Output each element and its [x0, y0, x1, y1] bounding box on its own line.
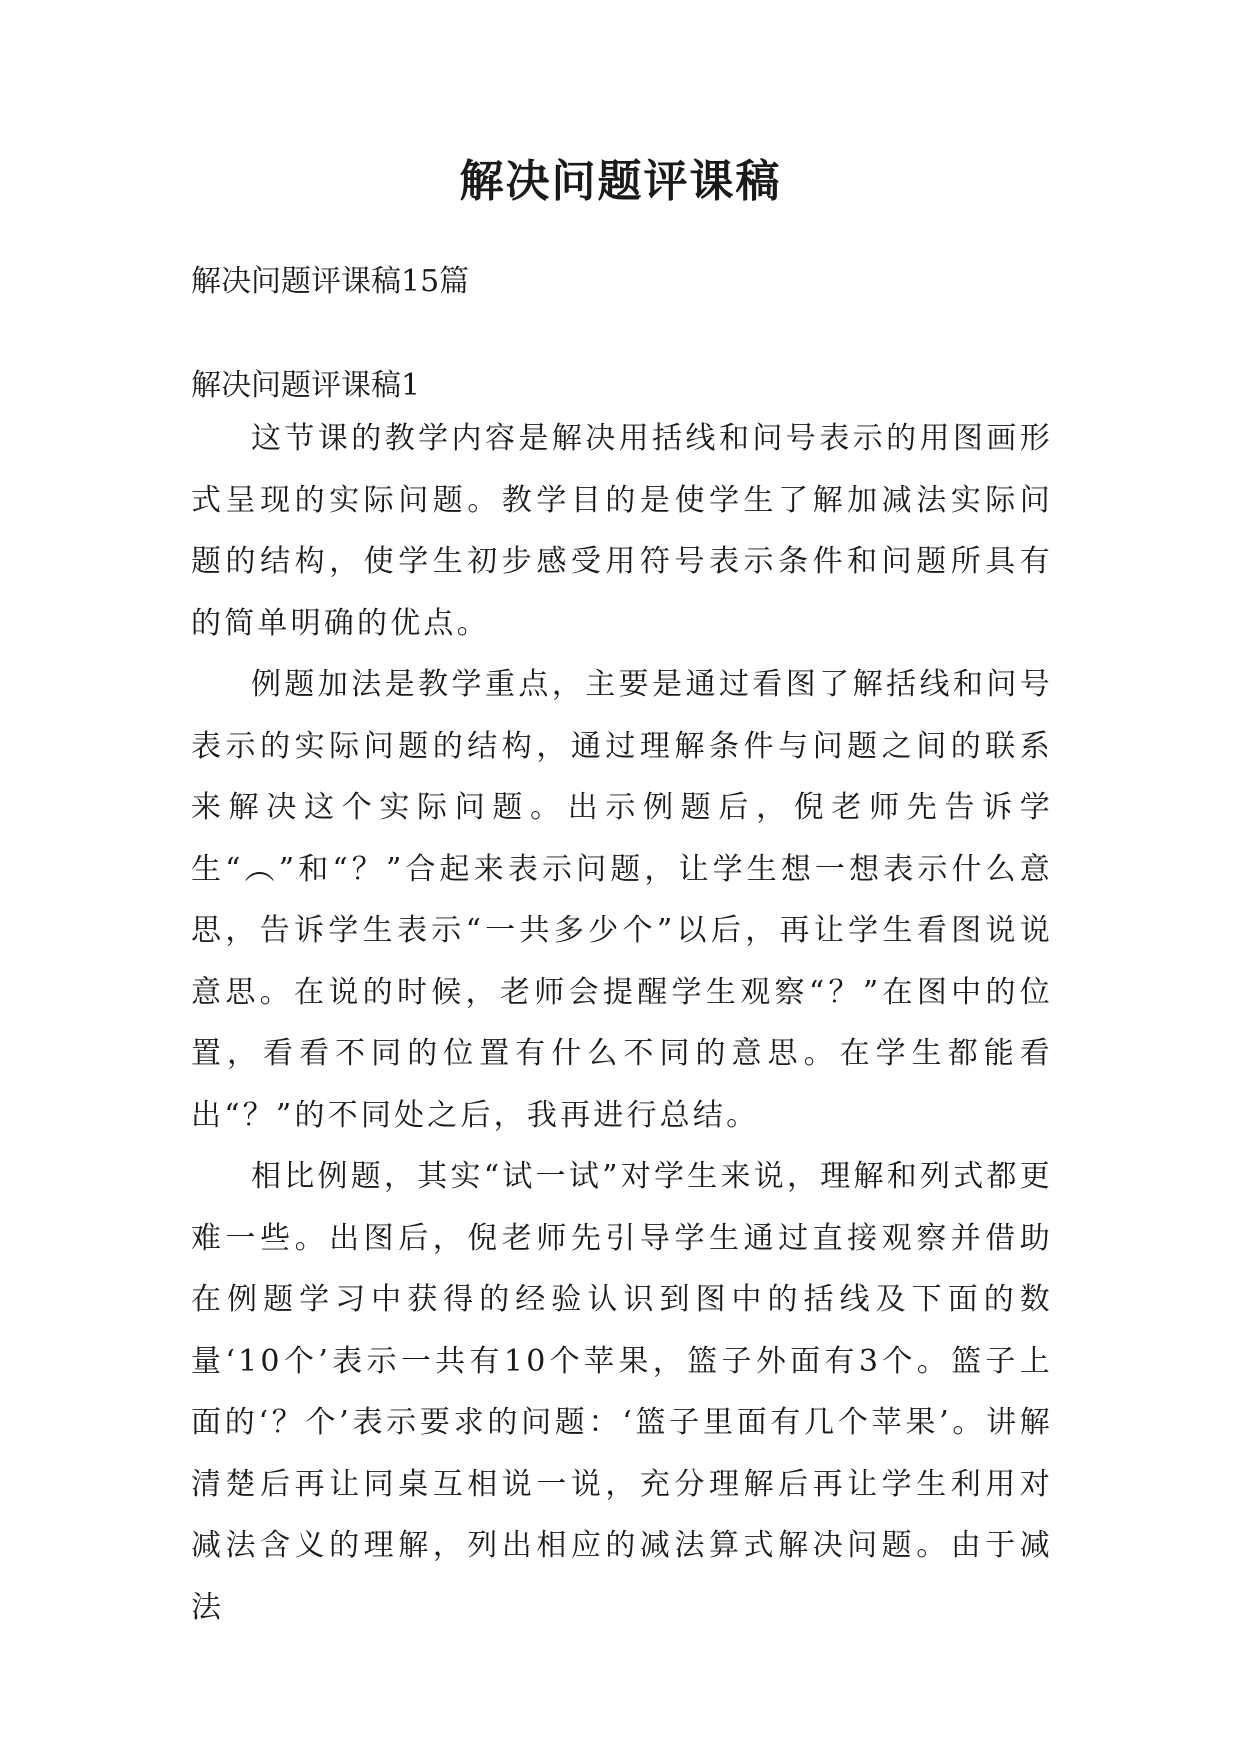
document-title: 解决问题评课稿 — [459, 156, 782, 207]
document-subtitle: 解决问题评课稿15篇 — [191, 264, 470, 299]
section-heading: 解决问题评课稿1 — [191, 368, 421, 403]
paragraph: 例题加法是教学重点，主要是通过看图了解括线和问号表示的实际问题的结构，通过理解条件与问题之间的联系来解决这个实际问题。出示例题后，倪老师先告诉学生“︵”和“？”合起来表示问题，让学生想一想表示什么意思，告诉学生表示“一共多少个”以后，再让学生看图说说意思。在说的时候，老师会提醒学生观察“？”在图中的位置，看看不同的位置有什么不同的意思。在学生都能看出“？”的不同处之后，我再进行总结。 — [191, 667, 1053, 1133]
paragraph: 这节课的教学内容是解决用括线和问号表示的用图画形式呈现的实际问题。教学目的是使学生了解加减法实际问题的结构，使学生初步感受用符号表示条件和问题所具有的简单明确的优点。 — [191, 421, 1053, 641]
paragraph: 相比例题，其实“试一试”对学生来说，理解和列式都更难一些。出图后，倪老师先引导学生通过直接观察并借助在例题学习中获得的经验认识到图中的括线及下面的数量‘10个’表示一共有10个苹果，篮子外面有3个。篮子上面的‘？个’表示要求的问题：‘篮子里面有几个苹果’。讲解清楚后再让同桌互相说一说，充分理解后再让学生利用对减法含义的理解，列出相应的减法算式解决问题。由于减法 — [191, 1159, 1053, 1625]
document-body — [191, 408, 1053, 1638]
